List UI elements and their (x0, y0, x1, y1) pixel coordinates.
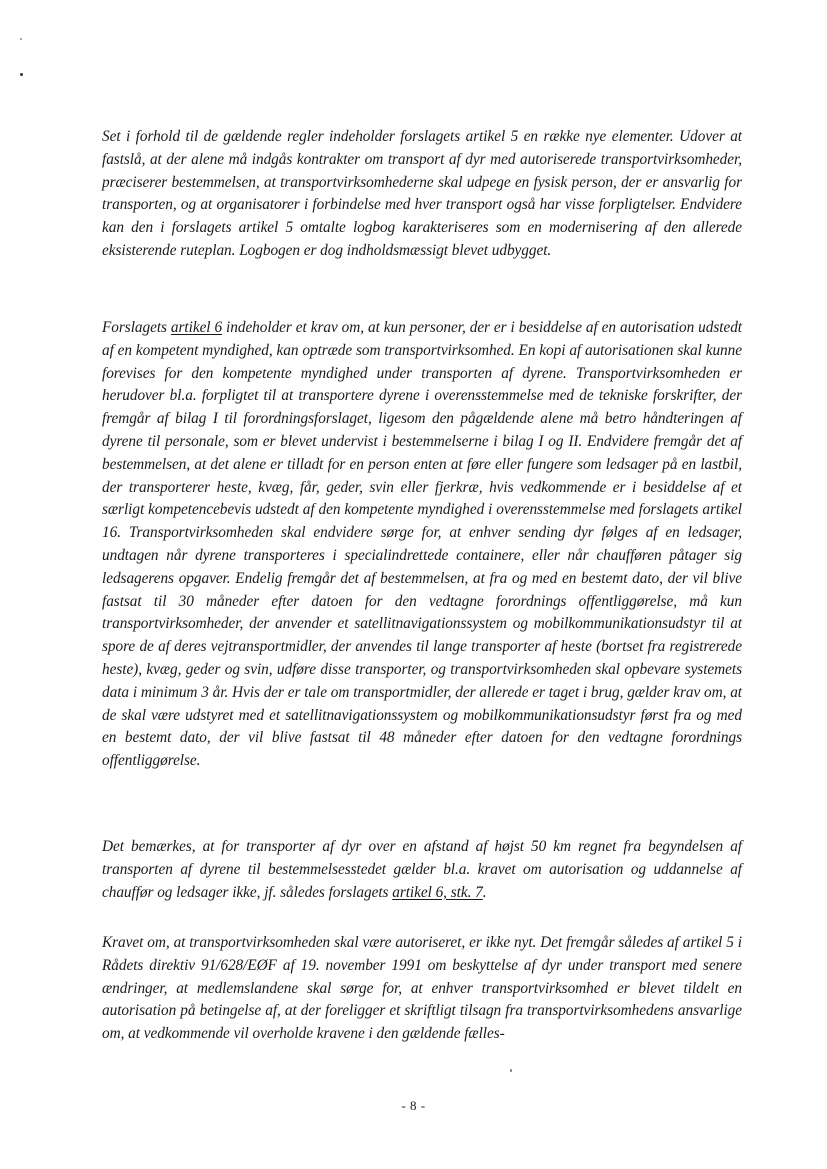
paragraph-text-after: . (482, 883, 487, 901)
scan-speck (20, 73, 23, 76)
paragraph-text-after: indeholder et krav om, at kun personer, der er i besiddelse af en autorisation udstedt af en kompetent myndighed, kan optræde som transportvirksomhed. En kopi af autorisationen skal kunne forevises for den kompetente myndighed under transporten af dyrene. Transportvirksomheden er herudover bl.a. forpligtet til at transportere dyrene i overensstemmelse med de tekniske forskrifter, der fremgår af bilag I til forordningsforslaget, ligesom den pågældende alene må betro håndteringen af dyrene til personale, som er blevet undervist i bestemmelserne i bilag I og II. Endvidere fremgår det af bestemmelsen, at det alene er tilladt for en person enten at føre eller fungere som ledsager på en lastbil, der transporterer heste, kvæg, får, geder, svin eller fjerkræ, hvis vedkommende er i besiddelse af et særligt kompetencebevis udstedt af den kompetente myndighed i overensstemmelse med forslagets artikel 16. Transportvirksomheden skal endvidere sørge for, at enhver sending dyr følges af en ledsager, undtagen når dyrene transporteres i specialindrettede containere, eller når chaufføren påtager sig ledsagerens opgaver. Endelig fremgår det af bestemmelsen, at fra og med en bestemt dato, der vil blive fastsat til 30 måneder efter datoen for den vedtagne forordnings offentliggørelse, må kun transportvirksomheder, der anvender et satellitnavigationssystem og mobilkommunikationsudstyr til at spore de af deres vejtransportmidler, der anvendes til lange transporter af heste (bortset fra registrerede heste), kvæg, geder og svin, udføre disse transporter, og transportvirksomheden skal opbevare systemets data i minimum 3 år. Hvis der er tale om transportmidler, der allerede er taget i brug, gælder krav om, at de skal være udstyret med et satellitnavigationssystem og mobilkommunikationsudstyr først fra og med en bestemt dato, der vil blive fastsat til 48 måneder efter datoen for den vedtagne forordnings offentliggørelse. (102, 319, 743, 770)
paragraph-article-5: Set i forhold til de gældende regler indeholder forslagets artikel 5 en række nye elementer. Udover at fastslå, at der alene må indgås kontrakter om transport af dyr med autoriserede transportvirksomheder, præciserer bestemmelsen, at transportvirksomhederne skal udpege en fysisk person, der er ansvarlig for transporten, og at organisatorer i forbindelse med hver transport også har visse forpligtelser. Endvidere kan den i forslagets artikel 5 omtalte logbog karakteriseres som en modernisering af den allerede eksisterende ruteplan. Logbogen er dog indholdsmæssigt blevet udbygget. (102, 128, 742, 259)
paragraph-text-before: Det bemærkes, at for transporter af dyr over en afstand af højst 50 km regnet fra begyndelsen af transporten af dyrene til bestemmelsesstedet gælder bl.a. kravet om autorisation og uddannelse af chauffør og ledsager ikke, jf. således forslagets (102, 838, 742, 901)
paragraph-short-transport-exemption (102, 836, 742, 904)
paragraph-authorisation-requirement: Kravet om, at transportvirksomheden skal være autoriseret, er ikke nyt. Det fremgår således af artikel 5 i Rådets direktiv 91/628/EØF af 19. november 1991 om beskyttelse af dyr under transport med senere ændringer, at medlemslandene skal sørge for, at enhver transportvirksomhed er blevet tildelt en autorisation på betingelse af, at der foreligger et skriftligt tilsagn fra transportvirksomhedens ansvarlige om, at vedkommende vil overholde kravene i den gældende fælles- (102, 934, 742, 1043)
paragraph-text-before: Forslagets (102, 319, 171, 336)
article-6-reference: artikel 6 (170, 319, 223, 336)
paragraph-article-6 (102, 317, 742, 773)
scan-speck (20, 38, 22, 40)
article-6-stk-7-reference: artikel 6, stk. 7 (392, 883, 483, 901)
page-number: - 8 - (401, 1098, 426, 1113)
scan-speck (510, 1069, 512, 1072)
